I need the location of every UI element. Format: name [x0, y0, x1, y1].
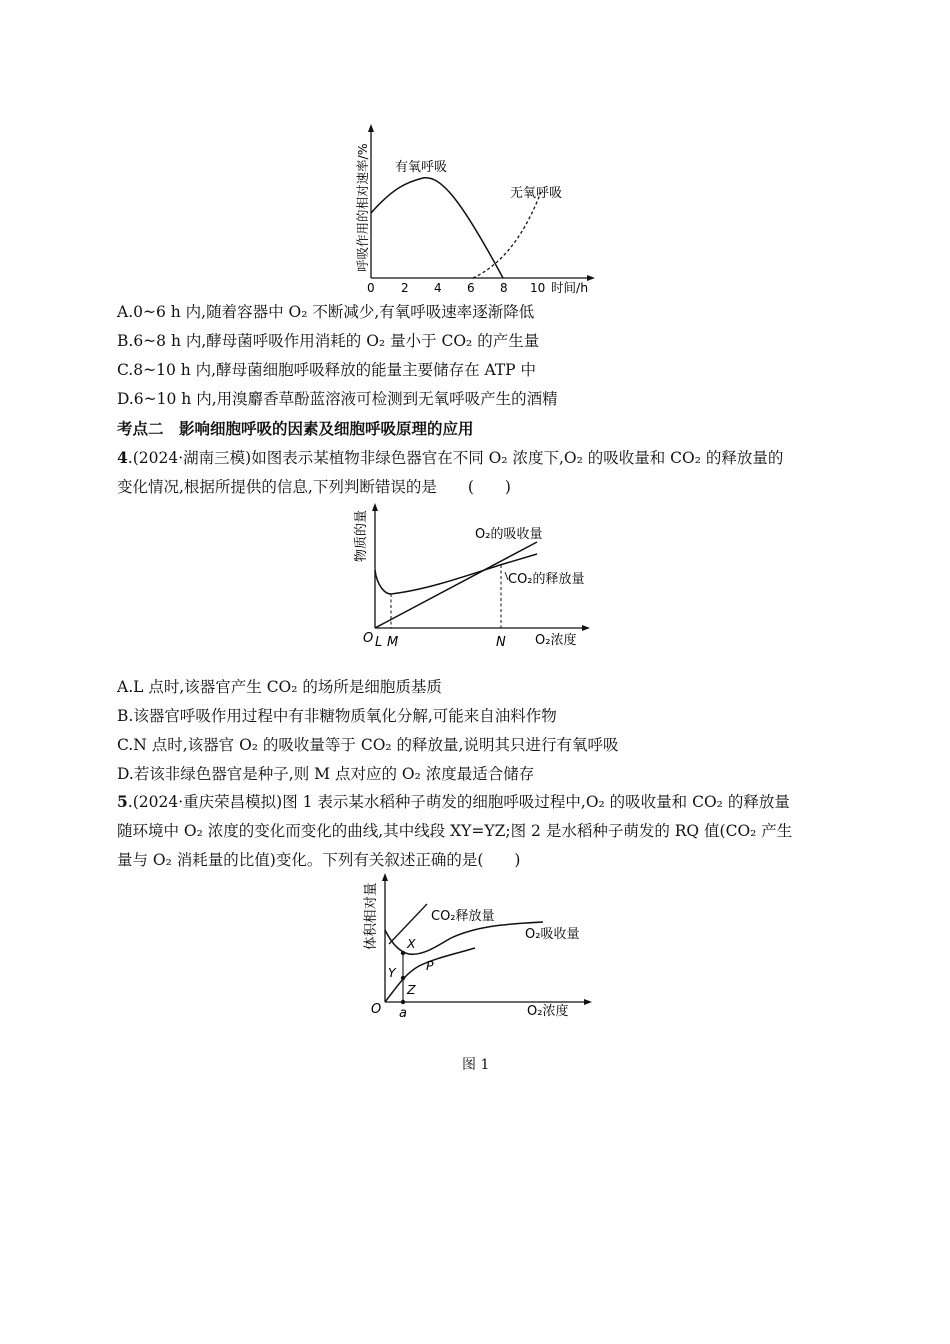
q4-option-d: D.若该非绿色器官是种子,则 M 点对应的 O₂ 浓度最适合储存	[117, 765, 535, 783]
q3-option-d: D.6~10 h 内,用溴麝香草酚蓝溶液可检测到无氧呼吸产生的酒精	[117, 390, 558, 408]
fig-c-label-a: a	[399, 1006, 407, 1021]
fig-c-label-z: Z	[407, 982, 416, 997]
fig-b-label-o2: O₂的吸收量	[475, 527, 543, 542]
q4-option-c: C.N 点时,该器官 O₂ 的吸收量等于 CO₂ 的释放量,说明其只进行有氧呼吸	[117, 736, 619, 754]
fig-c-xlabel: O₂浓度	[527, 1004, 569, 1019]
figure-volume-o2-concentration	[355, 868, 605, 1023]
fig-b-label-co2: CO₂的释放量	[508, 572, 585, 587]
q5-stem-2: 随环境中 O₂ 浓度的变化而变化的曲线,其中线段 XY=YZ;图 2 是水稻种子萌发的 RQ 值(CO₂ 产生	[117, 822, 793, 840]
fig-b-ylabel: 物质的量	[354, 509, 369, 562]
q3-option-c: C.8~10 h 内,酵母菌细胞呼吸释放的能量主要储存在 ATP 中	[117, 361, 537, 379]
q4-option-a: A.L 点时,该器官产生 CO₂ 的场所是细胞质基质	[117, 678, 442, 696]
fig-b-point-l: L	[375, 635, 383, 650]
fig-a-y-arrow	[368, 124, 374, 132]
fig-a-ylabel: 呼吸作用的相对速率/%	[355, 143, 370, 272]
fig-b-x-arrow	[582, 625, 590, 631]
q5-number: 5	[117, 792, 128, 811]
fig-c-ylabel: 体积相对量	[363, 882, 379, 950]
fig-b-origin: O	[363, 631, 374, 646]
q4-stem-2: 变化情况,根据所提供的信息,下列判断错误的是 ( )	[117, 478, 511, 496]
q4-stem-1	[117, 448, 783, 468]
fig-b-point-m: M	[387, 635, 399, 650]
q3-option-b: B.6~8 h 内,酵母菌呼吸作用消耗的 O₂ 量小于 CO₂ 的产生量	[117, 332, 540, 350]
section-heading: 考点二 影响细胞呼吸的因素及细胞呼吸原理的应用	[117, 419, 474, 438]
fig-a-x-arrow	[587, 275, 595, 281]
fig-c-x-arrow	[584, 999, 592, 1005]
fig-c-point-x	[401, 951, 405, 955]
fig-a-tick-10: 10	[530, 281, 546, 295]
fig-c-label-o2: O₂吸收量	[525, 927, 580, 942]
q5-stem-3: 量与 O₂ 消耗量的比值)变化。下列有关叙述正确的是( )	[117, 851, 521, 869]
fig-c-y-arrow	[382, 873, 388, 881]
q4-number: 4	[117, 448, 128, 467]
fig-c-label-co2: CO₂释放量	[431, 909, 495, 924]
figure-respiration-rate-time	[345, 120, 605, 300]
fig-a-tick-0: 0	[367, 281, 375, 295]
q5-stem-1-text: .(2024·重庆荣昌模拟)图 1 表示某水稻种子萌发的细胞呼吸过程中,O₂ 的吸收量和 CO₂ 的释放量	[127, 793, 790, 811]
fig-a-aerobic-curve	[371, 178, 503, 278]
q4-option-b: B.该器官呼吸作用过程中有非糖物质氧化分解,可能来自油料作物	[117, 707, 557, 725]
fig-a-tick-8: 8	[500, 281, 508, 295]
fig-a-anaerobic-curve	[473, 192, 541, 278]
fig-a-label-anaerobic: 无氧呼吸	[510, 186, 563, 201]
fig-a-label-aerobic: 有氧呼吸	[395, 160, 448, 175]
fig-a-xlabel: 时间/h	[551, 280, 589, 295]
fig-a-tick-4: 4	[434, 281, 442, 295]
fig-c-label-y: Y	[388, 965, 396, 980]
fig-c-point-z	[401, 1000, 405, 1004]
q4-stem-1-text: .(2024·湖南三模)如图表示某植物非绿色器官在不同 O₂ 浓度下,O₂ 的吸收量和 CO₂ 的释放量的	[127, 449, 784, 467]
fig-c-label-x: X	[407, 936, 416, 951]
q3-option-a: A.0~6 h 内,随着容器中 O₂ 不断减少,有氧呼吸速率逐渐降低	[117, 303, 535, 321]
fig-b-point-n: N	[496, 635, 506, 650]
fig-b-xlabel: O₂浓度	[535, 633, 577, 648]
fig-c-o2-curve	[385, 948, 475, 1002]
fig-a-tick-6: 6	[467, 281, 475, 295]
figure-o2-co2-amount	[345, 498, 605, 658]
figure-1-caption: 图 1	[462, 1057, 490, 1073]
fig-c-point-y	[401, 976, 405, 980]
q5-stem-1	[117, 792, 790, 812]
fig-c-origin: O	[371, 1002, 382, 1017]
fig-c-label-p: P	[426, 958, 434, 973]
fig-b-y-arrow	[372, 503, 378, 511]
fig-a-tick-2: 2	[401, 281, 409, 295]
